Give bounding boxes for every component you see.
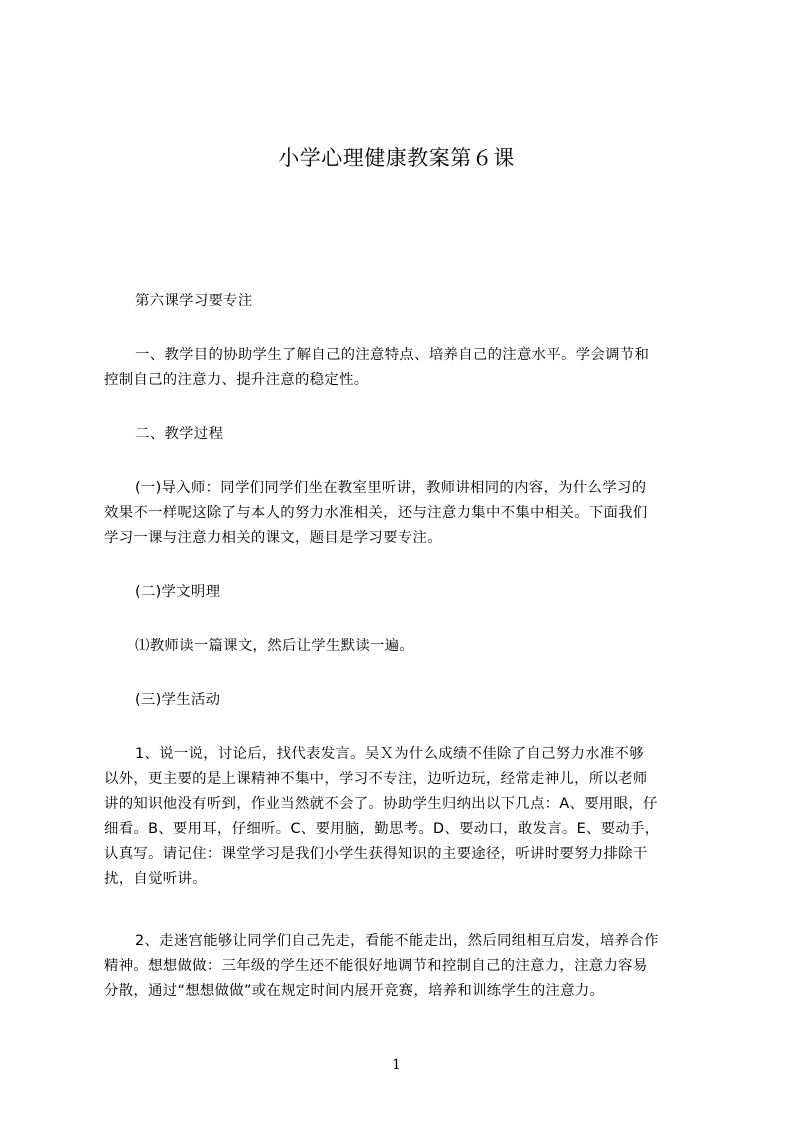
page-title: 小学心理健康教案第６课: [278, 146, 515, 170]
section-heading-2: [104, 580, 700, 605]
teaching-objective-paragraph: [104, 343, 700, 393]
text-line: ⑴教师读一篇课文，然后让学生默读一遍。: [135, 638, 415, 654]
text-line: 第六课学习要专注: [135, 293, 253, 309]
text-line: 认真写。请记住：课堂学习是我们小学生获得知识的主要途径，听讲时要努力排除干: [104, 846, 648, 862]
text-line: 控制自己的注意力、提升注意的稳定性。: [104, 372, 369, 388]
section-heading-3: [104, 688, 700, 713]
activity-2-paragraph: [104, 929, 700, 1004]
text-line: 以外，更主要的是上课精神不集中，学习不专注，边听边玩，经常走神儿，所以老师: [104, 771, 648, 787]
lesson-heading: [104, 289, 700, 314]
text-line: 学习一课与注意力相关的课文，题目是学习要专注。: [104, 530, 442, 546]
text-line: (一)导入师：同学们同学们坐在教室里听讲，教师讲相同的内容，为什么学习的: [135, 480, 647, 496]
text-line: 细看。B、要用耳，仔细听。C、要用脑，勤思考。D、要动口，敢发言。E、要动手，: [104, 821, 660, 837]
page-number: 1: [392, 1057, 401, 1073]
reading-step-paragraph: [104, 634, 700, 659]
text-line: (三)学生活动: [135, 692, 221, 708]
text-line: 分散，通过“想想做做”或在规定时间内展开竞赛，培养和训练学生的注意力。: [104, 983, 605, 999]
text-line: 精神。想想做做：三年级的学生还不能很好地调节和控制自己的注意力，注意力容易: [104, 958, 648, 974]
text-line: 2、走迷宫能够让同学们自己先走，看能不能走出，然后同组相互启发，培养合作: [135, 933, 659, 949]
activity-1-paragraph: [104, 742, 700, 892]
text-line: 二、教学过程: [135, 426, 224, 442]
text-line: 效果不一样呢这除了与本人的努力水准相关，还与注意力集中不集中相关。下面我们: [104, 505, 648, 521]
text-line: 扰，自觉听讲。: [104, 871, 207, 887]
text-line: 一、教学目的协助学生了解自己的注意特点、培养自己的注意水平。学会调节和: [135, 347, 650, 363]
introduction-paragraph: [104, 476, 700, 551]
text-line: 1、说一说，讨论后，找代表发言。吴Ｘ为什么成绩不佳除了自己努力水准不够: [135, 746, 644, 762]
teaching-process-heading: [104, 422, 700, 447]
text-line: 讲的知识他没有听到，作业当然就不会了。协助学生归纳出以下几点：A、要用眼，仔: [104, 796, 658, 812]
text-line: (二)学文明理: [135, 584, 221, 600]
